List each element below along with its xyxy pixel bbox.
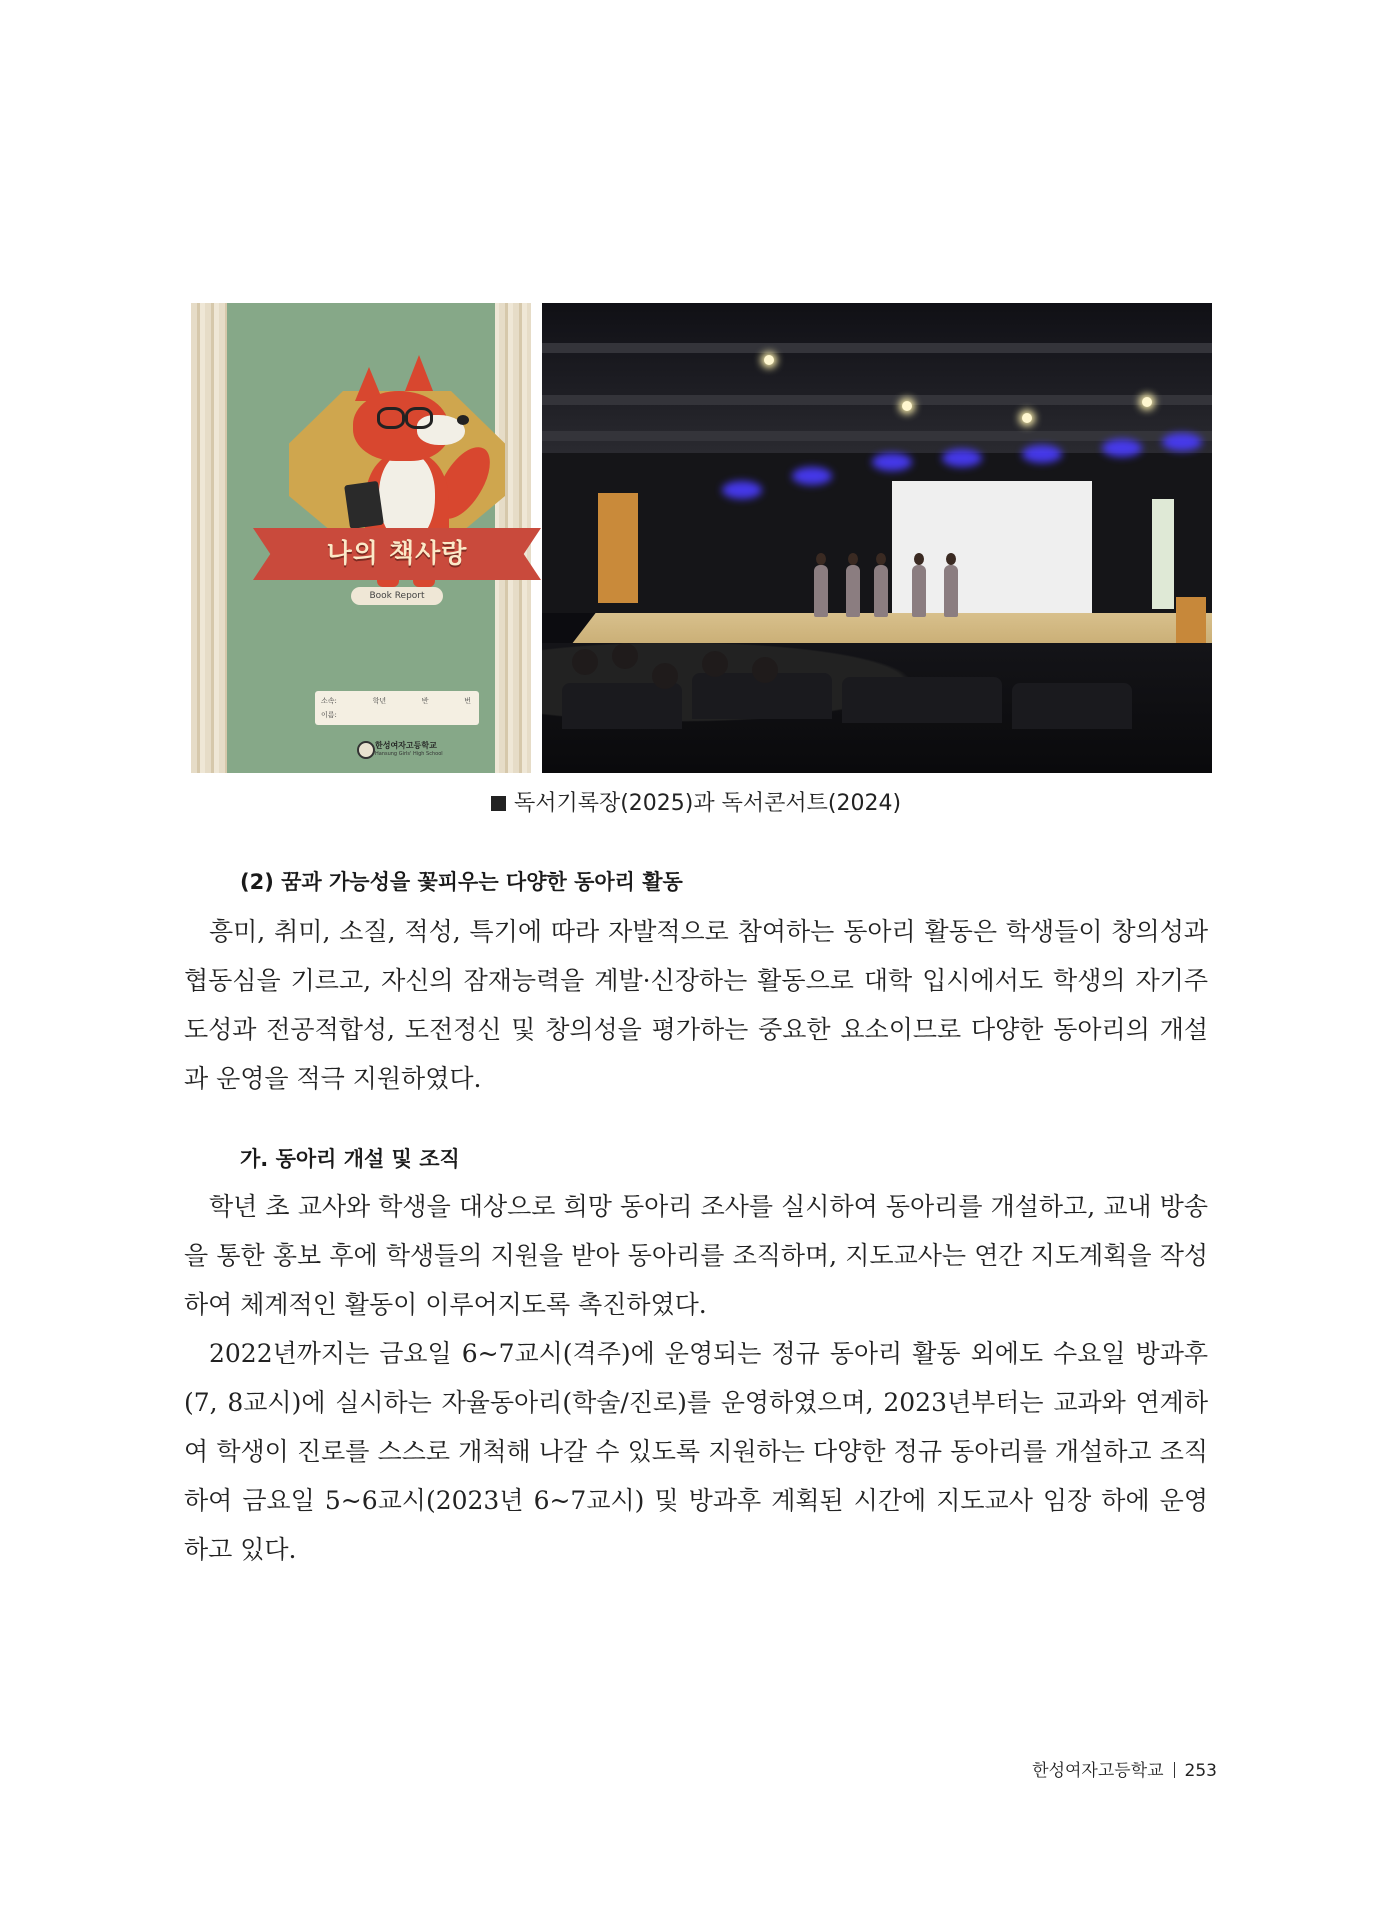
blue-stage-light bbox=[872, 453, 912, 471]
performer bbox=[814, 565, 828, 617]
ceiling-beam bbox=[542, 343, 1212, 353]
audience-head bbox=[702, 651, 728, 677]
blue-stage-light bbox=[942, 449, 982, 467]
figure-caption-text: 독서기록장(2025)과 독서콘서트(2024) bbox=[513, 791, 902, 816]
audience-head bbox=[612, 643, 638, 669]
cover-title: 나의 책사랑 bbox=[326, 539, 468, 569]
reading-concert-photo bbox=[542, 303, 1212, 773]
fox-glasses-right bbox=[405, 407, 433, 429]
section-heading-club-organization: 가. 동아리 개설 및 조직 bbox=[240, 1147, 460, 1171]
section-paragraph-organization-2: 2022년까지는 금요일 6~7교시(격주)에 운영되는 정규 동아리 활동 외에도 수요일 방과후(7, 8교시)에 실시하는 자율동아리(학술/진로)를 운영하였으며, 2023년부터는 교과와 연계하여 학생이 진로를 스스로 개척해 나갈 수 있도록 지원하는 다양한 정규 동아리를 개설하고 조직하여 금요일 5~6교시(2023년 6~7교시) 및 방과후 계획된 시간에 지도교사 임장 하에 운영하고 있다. bbox=[184, 1339, 1208, 1564]
performer bbox=[846, 565, 860, 617]
school-seal-icon bbox=[357, 741, 375, 759]
blue-stage-light bbox=[1022, 445, 1062, 463]
fox-nose bbox=[457, 415, 469, 425]
section-paragraph-organization-1: 학년 초 교사와 학생을 대상으로 희망 동아리 조사를 실시하여 동아리를 개설하고, 교내 방송을 통한 홍보 후에 학생들의 지원을 받아 동아리를 조직하며, 지도교사는 연간 지도계획을 작성하여 체계적인 활동이 이루어지도록 촉진하였다. bbox=[184, 1192, 1208, 1319]
footer-school-name: 한성여자고등학교 bbox=[1032, 1761, 1164, 1781]
footer-separator bbox=[1174, 1762, 1175, 1778]
cover-field-name: 이름: bbox=[321, 711, 337, 719]
blue-stage-light bbox=[722, 481, 762, 499]
fox-glasses-left bbox=[377, 407, 405, 429]
concert-banner bbox=[1152, 499, 1174, 609]
spotlight bbox=[764, 355, 774, 365]
cover-field-class: 반 bbox=[421, 697, 429, 705]
stage-side-wall bbox=[598, 493, 638, 603]
audience-area bbox=[542, 643, 1212, 773]
spotlight bbox=[1142, 397, 1152, 407]
cover-field-number: 번 bbox=[464, 697, 471, 705]
seat-row bbox=[1012, 683, 1132, 729]
book-report-cover-image bbox=[191, 303, 531, 773]
blue-stage-light bbox=[1162, 433, 1202, 451]
ceiling-beam bbox=[542, 395, 1212, 405]
audience-head bbox=[652, 663, 678, 689]
cover-school-name: 한성여자고등학교 bbox=[375, 741, 437, 750]
performer bbox=[874, 565, 888, 617]
spotlight bbox=[1022, 413, 1032, 423]
section-heading-clubs: (2) 꿈과 가능성을 꽃피우는 다양한 동아리 활동 bbox=[240, 870, 683, 894]
cover-green-panel bbox=[227, 303, 495, 773]
performer bbox=[944, 565, 958, 617]
seat-row bbox=[562, 683, 682, 729]
page-footer bbox=[1032, 1756, 1217, 1781]
spotlight bbox=[902, 401, 912, 411]
cover-field-grade: 학년 bbox=[372, 697, 387, 705]
blue-stage-light bbox=[792, 467, 832, 485]
seat-row bbox=[842, 677, 1002, 723]
book-icon bbox=[344, 481, 384, 529]
audience-head bbox=[752, 657, 778, 683]
figure-caption bbox=[0, 786, 1392, 817]
fox-ear-right bbox=[405, 355, 433, 391]
cover-field-affiliation: 소속: bbox=[321, 697, 337, 705]
blue-stage-light bbox=[1102, 439, 1142, 457]
audience-head bbox=[572, 649, 598, 675]
section-paragraph-clubs: 흥미, 취미, 소질, 적성, 특기에 따라 자발적으로 참여하는 동아리 활동은 학생들이 창의성과 협동심을 기르고, 자신의 잠재능력을 계발·신장하는 활동으로 대학 입시에서도 학생의 자기주도성과 전공적합성, 도전정신 및 창의성을 평가하는 중요한 요소이므로 다양한 동아리의 개설과 운영을 적극 지원하였다. bbox=[184, 917, 1208, 1093]
cover-name-box bbox=[315, 691, 479, 725]
page-number: 253 bbox=[1184, 1761, 1217, 1781]
cover-school-name-en: Hansung Girls' High School bbox=[375, 751, 443, 757]
cover-subtitle: Book Report bbox=[351, 587, 443, 605]
performer bbox=[912, 565, 926, 617]
square-bullet-icon bbox=[491, 796, 506, 811]
